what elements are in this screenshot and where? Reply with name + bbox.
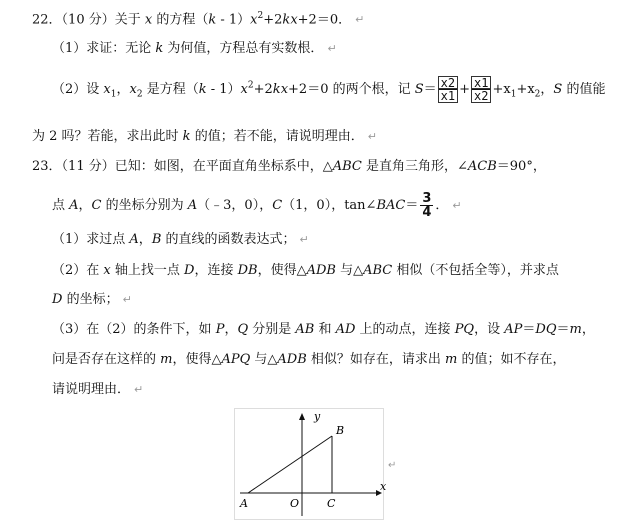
q23-line-2 (52, 192, 462, 219)
q22-sub: 2 (534, 89, 541, 100)
q23-text: 是直角三角形，∠ (361, 159, 468, 174)
q22-var: k (182, 129, 191, 144)
q23-part-3-end (52, 383, 143, 396)
q23-var: D (52, 292, 63, 307)
fraction-numerator: x2 (440, 76, 456, 90)
q22-sub: 2 (136, 89, 143, 100)
q23-part-3-cont (52, 353, 566, 366)
fraction-denominator: x2 (474, 89, 489, 103)
figure-frame (235, 409, 384, 520)
q23-text: （2）在 (52, 263, 104, 278)
q22-var: x (250, 12, 258, 28)
q23-var: m (160, 352, 173, 367)
q23-text: 点 (52, 198, 70, 213)
q22-part-2-cont (32, 130, 377, 143)
q22-text: +x (492, 82, 511, 97)
label-b: B (336, 424, 345, 437)
q23-text: 请说明理由． (52, 382, 131, 397)
q23-var: APQ (221, 352, 251, 367)
q23-text: ＝90°， (496, 159, 546, 174)
q23-text: ，连接 (194, 263, 238, 278)
q22-text: 的值能 (562, 82, 606, 97)
q23-var: AB (295, 322, 315, 337)
paragraph-mark: ↵ (122, 293, 132, 306)
q22-text: 的值；若不能，请说明理由． (190, 129, 364, 144)
q22-sub: 1 (510, 89, 517, 100)
q23-text: 相似？如存在，请求出 (306, 352, 446, 367)
q23-text: ，设 (474, 322, 505, 337)
q22-var: x (103, 82, 111, 97)
q23-text: ， (78, 198, 92, 213)
paragraph-mark: ↵ (327, 42, 337, 55)
q23-var: D (184, 263, 195, 278)
paragraph-mark: ↵ (134, 383, 144, 396)
q23-text: 的坐标分别为 (101, 198, 188, 213)
paragraph-mark: ↵ (299, 233, 309, 246)
q23-text: ，使得△ (257, 263, 307, 278)
q23-var: ABC (332, 159, 362, 174)
q23-var: DQ (535, 322, 557, 337)
q22-var: k (272, 82, 281, 97)
q22-text: 为何值，方程总有实数根． (163, 41, 324, 56)
q22-text: （1）求证：无论 (52, 41, 156, 56)
q22-line-1 (32, 12, 364, 26)
q23-var: BAC (376, 198, 406, 213)
q23-text: ， (224, 322, 238, 337)
q23-var: P (215, 322, 225, 337)
q23-part-2-cont (52, 293, 132, 306)
q22-text: 的方程（ (152, 12, 209, 28)
q22-sup: 2 (247, 80, 254, 91)
q23-text: ． (435, 198, 449, 213)
label-y: y (314, 410, 321, 423)
fraction-x1-over-x2 (472, 77, 490, 102)
q23-text: ， (581, 322, 595, 337)
q23-text: ， (138, 232, 152, 247)
q22-text: ， (540, 82, 554, 97)
q23-var: ADB (277, 352, 307, 367)
q23-var: PQ (454, 322, 475, 337)
paragraph-mark: ↵ (452, 199, 462, 212)
q22-text: （2）设 (52, 82, 104, 97)
q23-var: x (103, 263, 111, 278)
q23-text: 的坐标； (62, 292, 119, 307)
q23-text: ，使得△ (172, 352, 222, 367)
q22-text: 22．（10 分）关于 (32, 12, 145, 28)
coordinate-figure (234, 408, 404, 520)
q23-var: C (91, 198, 102, 213)
q23-text: （3）在（2）的条件下，如 (52, 322, 216, 337)
q23-var: A (187, 198, 198, 213)
q22-text: +2＝0 的两个根，记 (288, 82, 415, 97)
fraction-denominator: x1 (440, 89, 456, 103)
q23-var: Q (237, 322, 249, 337)
q23-text: 上的动点，连接 (355, 322, 455, 337)
q22-var: k (155, 41, 164, 56)
q23-var: ACB (467, 159, 497, 174)
q23-var: ADB (306, 263, 336, 278)
q22-var: x (280, 82, 289, 97)
q23-text: 问是否存在这样的 (52, 352, 161, 367)
q23-text: 的直线的函数表达式； (161, 232, 296, 247)
q23-var: m (445, 352, 458, 367)
q22-part-1 (52, 42, 337, 55)
fraction-x2-over-x1 (439, 77, 457, 102)
q22-var: x (129, 82, 137, 97)
q22-text: +x (516, 82, 535, 97)
paragraph-mark: ↵ (367, 130, 377, 143)
q22-text: ＝ (423, 82, 437, 97)
q22-part-2 (52, 77, 605, 102)
q22-text: +2 (263, 12, 283, 28)
q23-var: A (129, 232, 139, 247)
q23-var: m (569, 322, 582, 337)
q22-text: +2＝0． (297, 12, 352, 28)
fraction-numerator: x1 (474, 76, 489, 90)
q23-var: A (69, 198, 79, 213)
q23-text: 轴上找一点 (110, 263, 185, 278)
q22-var: k (282, 12, 291, 28)
q22-var: S (414, 82, 424, 97)
q23-var: AP (504, 322, 523, 337)
fraction-denominator: 4 (422, 205, 432, 220)
q23-var: ABC (363, 263, 393, 278)
q22-text: +2 (253, 82, 273, 97)
q23-text: 和 (314, 322, 336, 337)
q23-text: 分别是 (248, 322, 296, 337)
q23-text: （1，0），tan∠ (282, 198, 377, 213)
q23-line-1 (32, 160, 546, 173)
q23-text: ＝ (556, 322, 570, 337)
q23-text: 23．（11 分）已知：如图，在平面直角坐标系中，△ (32, 159, 333, 174)
q22-var: k (208, 12, 217, 28)
q23-text: ＝ (405, 198, 419, 213)
q22-sup: 2 (257, 11, 264, 21)
q23-text: 与△ (250, 352, 278, 367)
q23-var: DB (237, 263, 258, 278)
q22-sub: 1 (110, 89, 117, 100)
q22-text: - 1） (206, 82, 241, 97)
q22-var: x (240, 82, 248, 97)
q22-text: ， (116, 82, 130, 97)
q23-var: B (151, 232, 162, 247)
q23-part-2 (52, 264, 559, 277)
label-c: C (327, 497, 336, 510)
fraction-3-over-4 (420, 192, 433, 219)
q22-var: k (198, 82, 207, 97)
q22-text: 是方程（ (142, 82, 199, 97)
q22-var: S (553, 82, 563, 97)
q23-text: （1）求过点 (52, 232, 130, 247)
label-a: A (240, 497, 248, 510)
label-x: x (380, 480, 387, 493)
q23-text: 与△ (335, 263, 364, 278)
q23-var: AD (335, 322, 356, 337)
q22-text: + (459, 82, 471, 97)
q23-part-1 (52, 233, 309, 246)
paragraph-mark: ↵ (388, 460, 397, 471)
q22-text: 为 2 吗？若能，求出此时 (32, 129, 183, 144)
q23-text: 的值；如不存在， (457, 352, 566, 367)
q22-var: x (144, 12, 153, 28)
q23-text: （﹣3，0）， (197, 198, 273, 213)
label-o: O (290, 497, 300, 510)
q23-part-3 (52, 323, 595, 336)
q23-text: 相似（不包括全等），并求点 (392, 263, 559, 278)
paragraph-mark: ↵ (355, 13, 365, 27)
q23-var: C (272, 198, 283, 213)
q23-text: ＝ (522, 322, 536, 337)
q22-text: - 1） (216, 12, 251, 28)
fraction-numerator: 3 (422, 191, 432, 206)
q22-var: x (290, 12, 298, 28)
